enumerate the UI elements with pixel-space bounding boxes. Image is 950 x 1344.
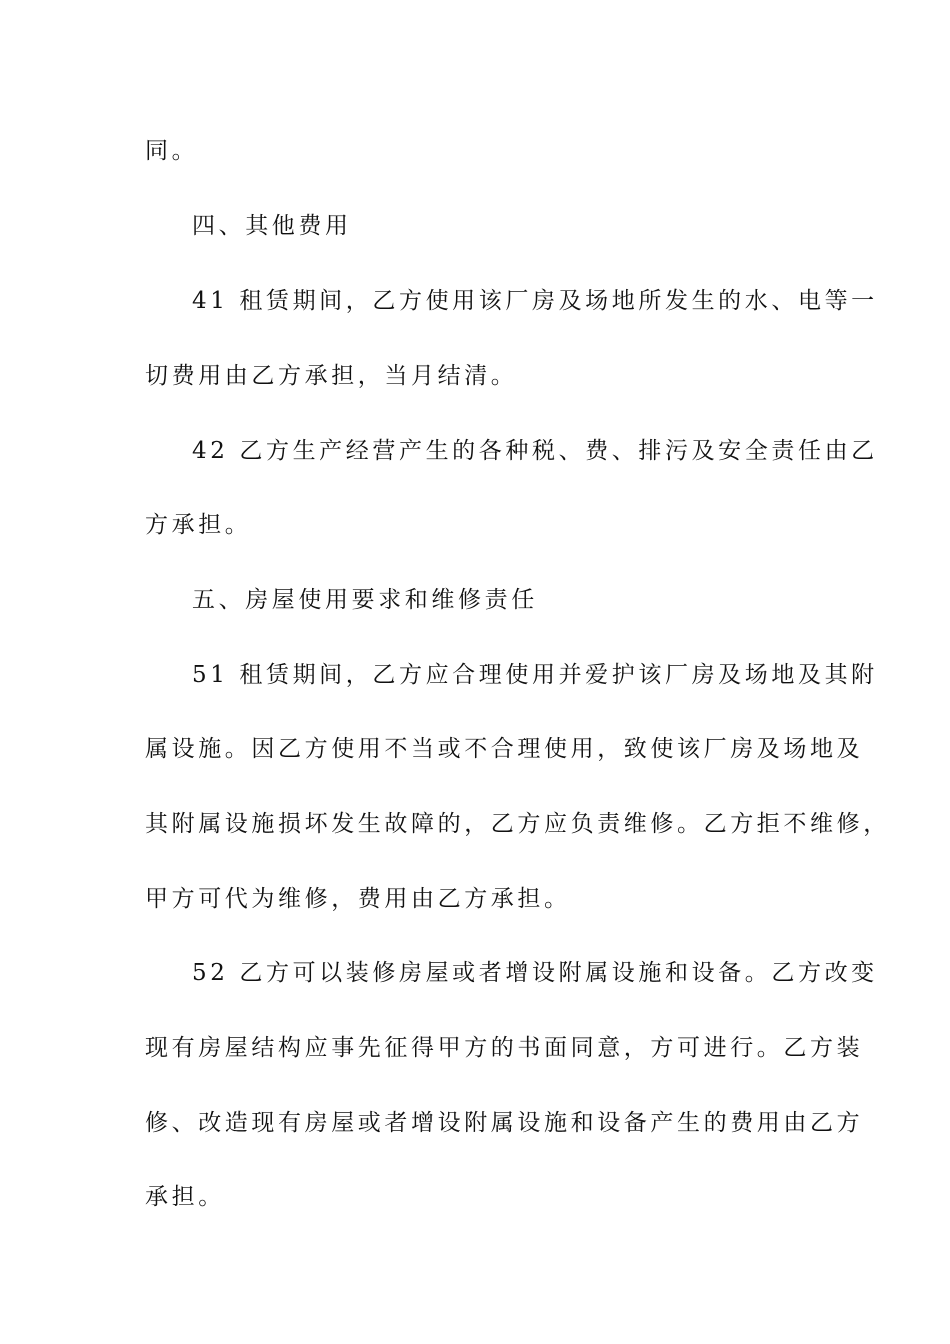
text-line: 方承担。 [145,512,252,538]
text-line: 其附属设施损坏发生故障的，乙方应负责维修。乙方拒不维修， [145,811,890,837]
section-heading: 四、其他费用 [192,213,352,239]
text-line: 修、改造现有房屋或者增设附属设施和设备产生的费用由乙方 [145,1110,864,1136]
clause-line: 42 乙方生产经营产生的各种税、费、排污及安全责任由乙 [192,438,878,464]
clause-line: 41 租赁期间，乙方使用该厂房及场地所发生的水、电等一 [192,288,878,314]
text-line: 承担。 [145,1184,225,1210]
text-line: 属设施。因乙方使用不当或不合理使用，致使该厂房及场地及 [145,736,864,762]
clause-line: 52 乙方可以装修房屋或者增设附属设施和设备。乙方改变 [192,960,878,986]
text-line: 同。 [145,138,199,164]
text-line: 甲方可代为维修，费用由乙方承担。 [145,886,571,912]
clause-line: 51 租赁期间，乙方应合理使用并爱护该厂房及场地及其附 [192,662,878,688]
text-line: 切费用由乙方承担，当月结清。 [145,363,518,389]
text-line: 现有房屋结构应事先征得甲方的书面同意，方可进行。乙方装 [145,1035,864,1061]
section-heading: 五、房屋使用要求和维修责任 [192,587,538,613]
